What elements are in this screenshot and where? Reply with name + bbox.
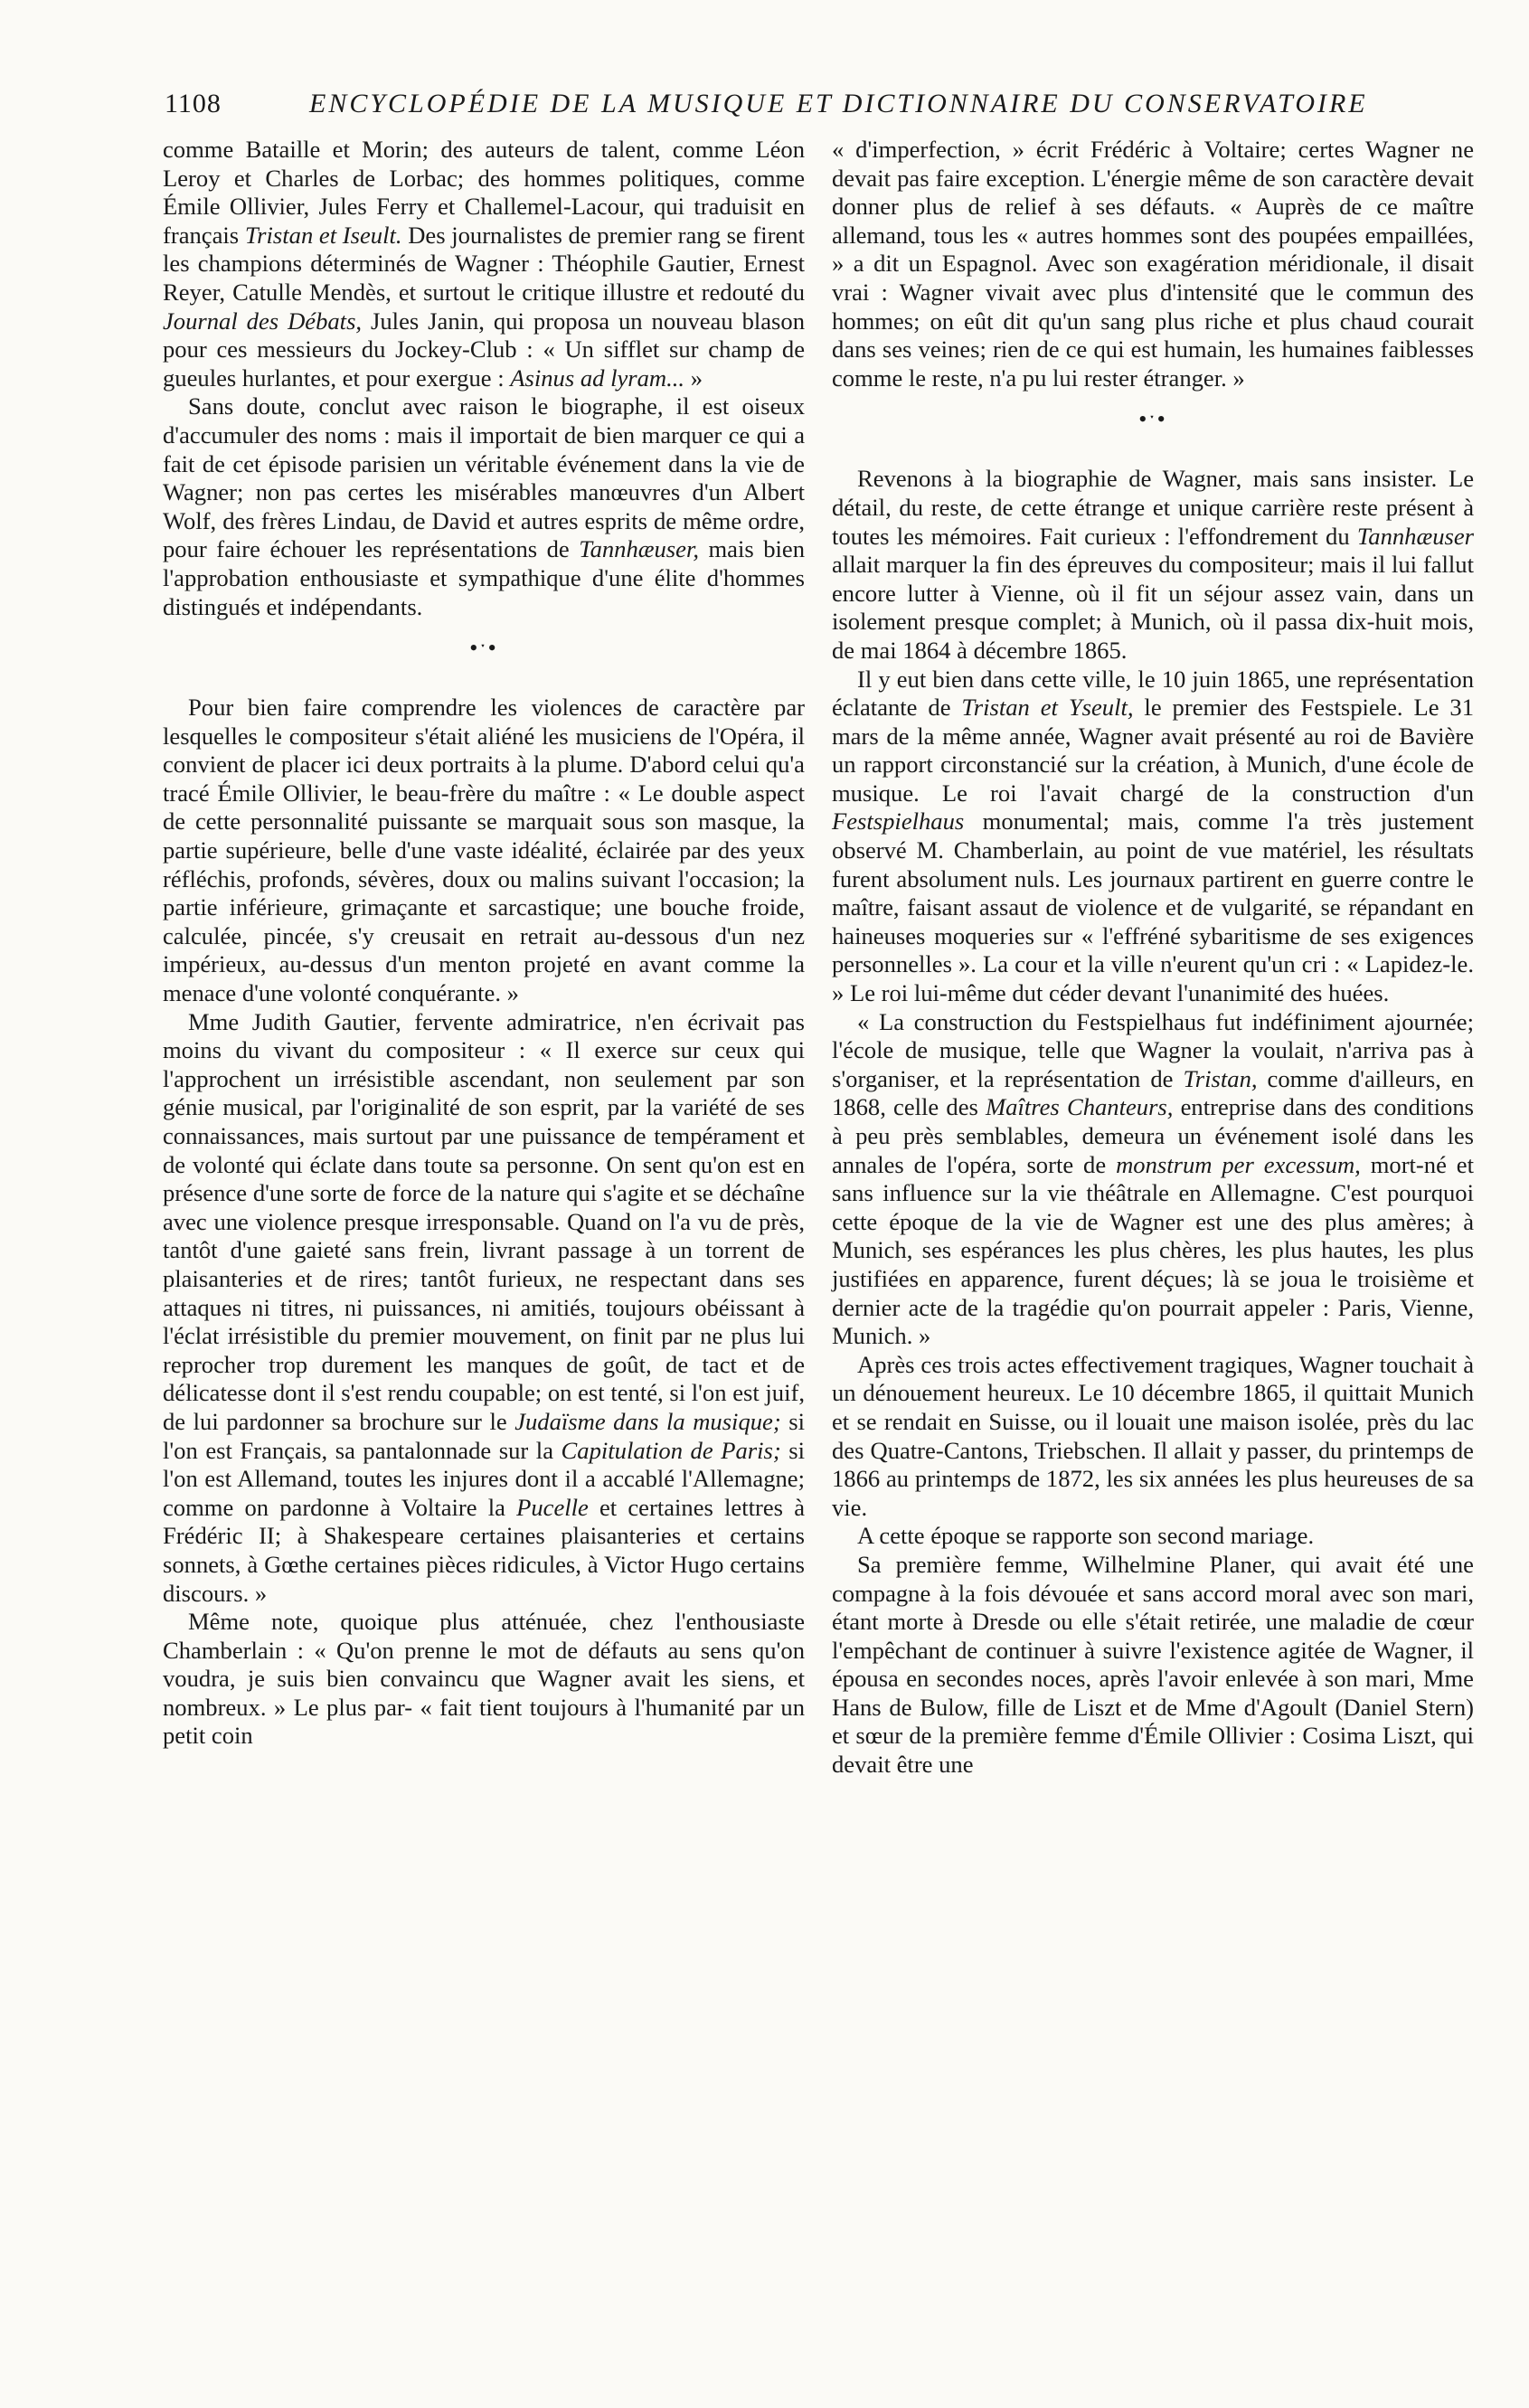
running-title: ENCYCLOPÉDIE DE LA MUSIQUE ET DICTIONNAIRE DU CONSERVATOIRE	[309, 89, 1368, 118]
paragraph: Il y eut bien dans cette ville, le 10 juin 1865, une représentation éclatante de Tristan et Yseult, le premier des Festspiele. Le 31 mars de la même année, Wagner avait présenté au roi de Bavière un rapport circonstancié sur la création, à Munich, d'une école de musique. Le roi l'avait chargé de la construction d'un Festspielhaus monumental; mais, comme l'a très justement observé M. Chamberlain, au point de vue matériel, les résultats furent absolument nuls. Les journaux partirent en guerre contre le maître, faisant assaut de violence et de vulgarité, se répandant en haineuses moqueries sur « l'effréné sybaritisme de ses exigences personnelles ». La cour et la ville n'eurent qu'un cri : « Lapidez-le. » Le roi lui-même dut céder devant l'unanimité des huées.	[832, 665, 1475, 1007]
section-separator: •ˑ•	[469, 635, 498, 662]
left-column	[163, 136, 805, 1751]
paragraph: Après ces trois actes effectivement tragiques, Wagner touchait à un dénouement heureux. Le 10 décembre 1865, il quittait Munich et se rendait en Suisse, ou il louait une maison isolée, près du lac des Quatre-Cantons, Triebschen. Il allait y passer, du printemps de 1866 au printemps de 1872, les six années les plus heureuses de sa vie.	[832, 1350, 1474, 1521]
paragraph: Revenons à la biographie de Wagner, mais sans insister. Le détail, du reste, de cette étrange et unique carrière reste présent à toutes les mémoires. Fait curieux : l'effondrement du Tannhæuser allait marquer la fin des épreuves du compositeur; mais il lui fallut encore lutter à Vienne, où il fit un séjour assez vain, dans un isolement presque complet; à Munich, où il passa dix-huit mois, de mai 1864 à décembre 1865.	[832, 465, 1474, 664]
paragraph: Mme Judith Gautier, fervente admiratrice, n'en écrivait pas moins du vivant du compositeur : « Il exerce sur ceux qui l'approchent un irrésistible ascendant, non seulement par son génie musical, par l'originalité de son esprit, par la variété de ses connaissances, mais surtout par une puissance de tempérament et de volonté qui éclate dans toute sa personne. On sent qu'on est en présence d'une sorte de force de la nature qui s'agite et se déchaîne avec une violence presque irresponsable. Quand on l'a vu de près, tantôt d'une gaieté sans frein, livrant passage à un torrent de plaisanteries et de rires; tantôt furieux, ne respectant dans ses attaques ni titres, ni puissances, ni amitiés, toujours obéissant à l'éclat irrésistible du premier mouvement, on finit par ne plus lui reprocher trop durement les manques de goût, de tact et de délicatesse dont il s'est rendu coupable; on est tenté, si l'on est juif, de lui pardonner sa brochure sur le Judaïsme dans la musique; si l'on est Français, sa pantalonnade sur la Capitulation de Paris; si l'on est Allemand, toutes les injures dont il a accablé l'Allemagne; comme on pardonne à Voltaire la Pucelle et certaines lettres à Frédéric II; à Shakespeare certaines plaisanteries et certains sonnets, à Gœthe certaines pièces ridicules, à Victor Hugo certains discours. »	[163, 1007, 805, 1607]
right-column	[832, 136, 1474, 1780]
paragraph: Sans doute, conclut avec raison le biographe, il est oiseux d'accumuler des noms : mais il importait de bien marquer ce qui a fait de cet épisode parisien un véritable événement dans la vie de Wagner; non pas certes les misérables manœuvres d'un Albert Wolf, des frères Lindau, de David et autres esprits de même ordre, pour faire échouer les représentations de Tannhæuser, mais bien l'approbation enthousiaste et sympathique d'une élite d'hommes distingués et indépendants.	[163, 392, 806, 620]
paragraph: Même note, quoique plus atténuée, chez l'enthousiaste Chamberlain : « Qu'on prenne le mot de défauts au sens qu'on voudra, je suis bien convaincu que Wagner avait les siens, et nombreux. » Le plus par- « fait tient toujours à l'humanité par un petit coin	[163, 1608, 805, 1750]
paragraph: « La construction du Festspielhaus fut indéfiniment ajournée; l'école de musique, telle que Wagner la voulait, n'arriva pas à s'organiser, et la représentation de Tristan, comme d'ailleurs, en 1868, celle des Maîtres Chanteurs, entreprise dans des conditions à peu près semblables, demeura un événement isolé dans les annales de l'opéra, sorte de monstrum per excessum, mort-né et sans influence sur la vie théâtrale en Allemagne. C'est pourquoi cette époque de la vie de Wagner est une des plus amères; à Munich, ses espérances les plus chères, les plus hautes, les plus justifiées en apparence, furent déçues; là se joua le troisième et dernier acte de la tragédie qu'on pourrait appeler : Paris, Vienne, Munich. »	[832, 1007, 1474, 1350]
paragraph: Pour bien faire comprendre les violences de caractère par lesquelles le compositeur s'était aliéné les musiciens de l'Opéra, il convient de placer ici deux portraits à la plume. D'abord celui qu'a tracé Émile Ollivier, le beau-frère du maître : « Le double aspect de cette personnalité puissante se marquait sous son masque, la partie supérieure, belle d'une vaste idéalité, éclairée par des yeux réfléchis, profonds, sévères, doux ou malins suivant l'occasion; la partie inférieure, grimaçante et sarcastique; une bouche froide, calculée, pincée, s'y creusait en retrait au-dessous d'un nez impérieux, au-dessus d'un menton projeté en avant comme la menace d'une volonté conquérante. »	[163, 694, 805, 1007]
paragraph: « d'imperfection, » écrit Frédéric à Voltaire; certes Wagner ne devait pas faire exception. L'énergie même de son caractère devait donner plus de relief à ses défauts. « Auprès de ce maître allemand, tous les « autres hommes sont des poupées empaillées, » a dit un Espagnol. Avec son exagération méridionale, il disait vrai : Wagner vivait avec plus d'intensité que le commun des hommes; on eût dit qu'un sang plus riche et plus chaud courait dans ses veines; rien de ce qui est humain, les humaines faiblesses comme le reste, n'a pu lui rester étranger. »	[832, 136, 1474, 392]
page-header	[165, 89, 1368, 125]
page-number: 1108	[165, 89, 222, 118]
paragraph: Sa première femme, Wilhelmine Planer, qui avait été une compagne à la fois dévouée et sans accord moral avec son mari, étant morte à Dresde ou elle s'était retirée, une maladie de cœur l'empêchant de continuer à suivre l'existence agitée de Wagner, il épousa en secondes noces, après l'avoir enlevée à son mari, Mme Hans de Bulow, fille de Liszt et de Mme d'Agoult (Daniel Stern) et sœur de la première femme d'Émile Ollivier : Cosima Liszt, qui devait être une	[832, 1550, 1474, 1779]
section-separator: •ˑ•	[1138, 406, 1167, 433]
paragraph: A cette époque se rapporte son second mariage.	[857, 1522, 1315, 1550]
paragraph: comme Bataille et Morin; des auteurs de talent, comme Léon Leroy et Charles de Lorbac; des hommes politiques, comme Émile Ollivier, Jules Ferry et Challemel-Lacour, qui traduisit en français Tristan et Iseult. Des journalistes de premier rang se firent les champions déterminés de Wagner : Théophile Gautier, Ernest Reyer, Catulle Mendès, et surtout le critique illustre et redouté du Journal des Débats, Jules Janin, qui proposa un nouveau blason pour ces messieurs du Jockey-Club : « Un sifflet sur champ de gueules hurlantes, et pour exergue : Asinus ad lyram... »	[163, 136, 805, 392]
